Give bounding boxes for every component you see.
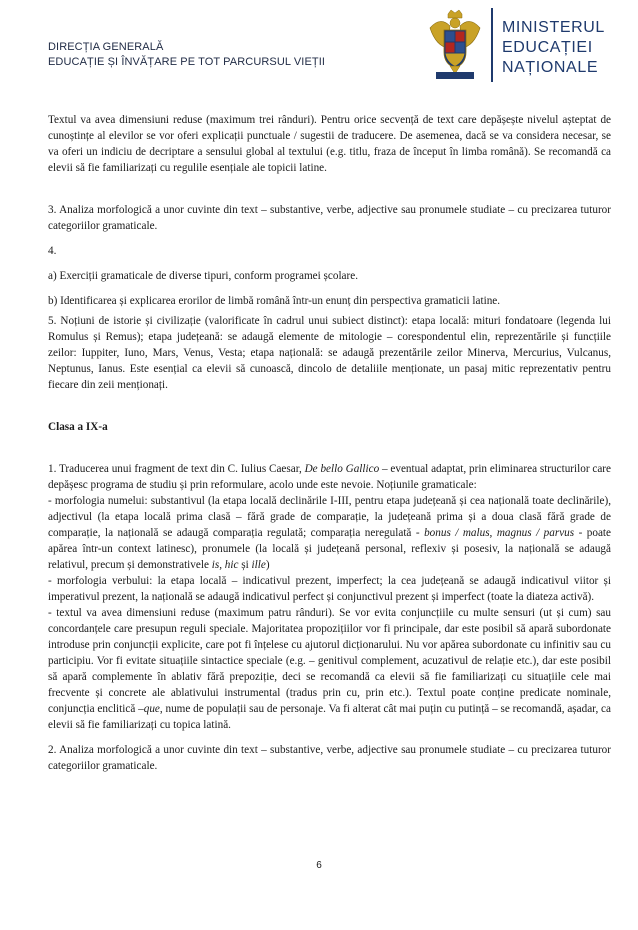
text-span: ) (265, 559, 270, 571)
latin-term: bonus / malus, magnus / parvus (424, 527, 575, 539)
section-heading: Clasa a IX-a (48, 421, 108, 433)
paragraph-item-3: 3. Analiza morfologică a unor cuvinte din text – substantive, verbe, adjective sau pronumele studiate – cu precizarea tuturor categoriilor gramaticale. (48, 204, 611, 232)
latin-term: ille (251, 559, 266, 571)
latin-term: –que (138, 703, 160, 715)
department-header (48, 40, 325, 70)
text-span: - textul va avea dimensiuni reduse (maximum patru rânduri). Se vor evita conjuncțiile cu multe sensuri (ut și cum) sau concordanțele care presupun reguli speciale. Majoritatea propozițiilor vor fi principale, dar este posibil să apară subordonate introduse prin conjuncții explicite, care pot fi înțelese cu ajutorul dicționarului. Nu vor apărea subordonate cu infinitiv sau cu participiu. Vor fi evitate situațiile sintactice speciale (e.g. – genitivul complement, acuzativul de relație etc.), dar este posibil să apară complemente în ablativ fără prepoziție, deci se recomandă ca elevii să fie familiarizați cu situațiile cele mai frecvente și concrete ale ablativului instrumental (tradus prin cu, prin etc.). Textul poate conține predicate nominale, conjuncția enclitică (48, 607, 611, 715)
department-line-1: DIRECȚIA GENERALĂ (48, 41, 164, 53)
text-span: , nume de populații sau de personaje. Va fi alterat cât mai puțin cu putință – se recomandă, așadar, ca elevii să fie familiarizați cu topica latină. (48, 703, 611, 731)
paragraph-translation (48, 461, 611, 493)
ministry-logo-text (502, 18, 605, 78)
paragraph-morphological-analysis: 2. Analiza morfologică a unor cuvinte din text – substantive, verbe, adjective sau pronumele studiate – cu precizarea tuturor categoriilor gramaticale. (48, 744, 611, 772)
header-divider (491, 8, 493, 82)
ministry-line-2: EDUCAȚIEI (502, 39, 593, 56)
paragraph-item-4: 4. (48, 245, 57, 257)
department-line-2: EDUCAȚIE ȘI ÎNVĂȚARE PE TOT PARCURSUL VIEȚII (48, 56, 326, 68)
document-body (48, 112, 611, 774)
book-title: De bello Gallico (304, 463, 380, 475)
latin-term: is, hic (211, 559, 239, 571)
paragraph-item-5: 5. Noțiuni de istorie și civilizație (valorificate în cadrul unui subiect distinct): etapa locală: mituri fondatoare (legenda lui Romulus și Remus); etapa județeană: se adaugă elemente de mitologie – corespondentul elin, reprezentările și funcțiile zeilor: Iuppiter, Iuno, Mars, Venus, Vesta; etapa națională: se adaugă prezentările zeilor Minerva, Mercurius, Vulcanus, Neptunus, Ianus. Este esențial ca elevii să cunoască, dincolo de detaliile menționate, un pasaj mitic reprezentativ pentru fiecare din zeii menționați. (48, 315, 611, 391)
text-span: - morfologia numelui: substantivul (la etapa locală declinările I-III, pentru etapa județeană și cea națională toate declinările), adjectivul (la etapa locală prima clasă – fără grade de comparație, la județeană prima și a doua clasă fără grade de comparație, la națională se adaugă comparația regulată; comparația neregulată - (48, 495, 611, 539)
ministry-line-3: NAȚIONALE (502, 59, 599, 76)
text-span: – eventual adaptat, prin eliminarea structurilor care depășesc programa de studiu și prin reformulare, acolo unde este nevoie. Noțiunile gramaticale: (48, 463, 611, 491)
paragraph-text-dimensions: Textul va avea dimensiuni reduse (maximum trei rânduri). Pentru orice secvență de text care depășește nivelul așteptat de cunoștințe al elevilor se vor oferi explicații punctuale / sugestii de traducere. De asemenea, dacă se va considera necesar, se va oferi un indiciu de decriptare a sensului global al textului (e.g. titlu, fraza de început în limba română). Se recomandă ca elevii să fie familiarizați cu regulile esențiale ale topicii latine. (48, 114, 611, 174)
coat-of-arms-logo (426, 8, 484, 82)
text-span: și (238, 559, 252, 571)
paragraph-item-4a: a) Exerciții gramaticale de diverse tipuri, conform programei școlare. (48, 270, 359, 282)
text-span: 1. Traducerea unui fragment de text din C. Iulius Caesar, (48, 463, 305, 475)
ministry-line-1: MINISTERUL (502, 19, 605, 36)
paragraph-verb-morphology: - morfologia verbului: la etapa locală – indicativul prezent, imperfect; la cea județeană se adaugă indicativul viitor și imperativul prezent, la națională se adaugă indicativul perfect și conjunctivul prezent și imperfect (toate la diateza activă). (48, 575, 611, 603)
page-number: 6 (316, 860, 322, 871)
paragraph-noun-morphology (48, 493, 611, 573)
paragraph-text-rules (48, 605, 611, 733)
paragraph-item-4b: b) Identificarea și explicarea erorilor de limbă română într-un enunț din perspectiva gramaticii latine. (48, 295, 501, 307)
text-span: - poate apărea într-un context latinesc), pronumele (la locală și județeană personal, reflexiv și posesiv, la națională se adaugă relativul, precum și demonstrativele (48, 527, 612, 571)
